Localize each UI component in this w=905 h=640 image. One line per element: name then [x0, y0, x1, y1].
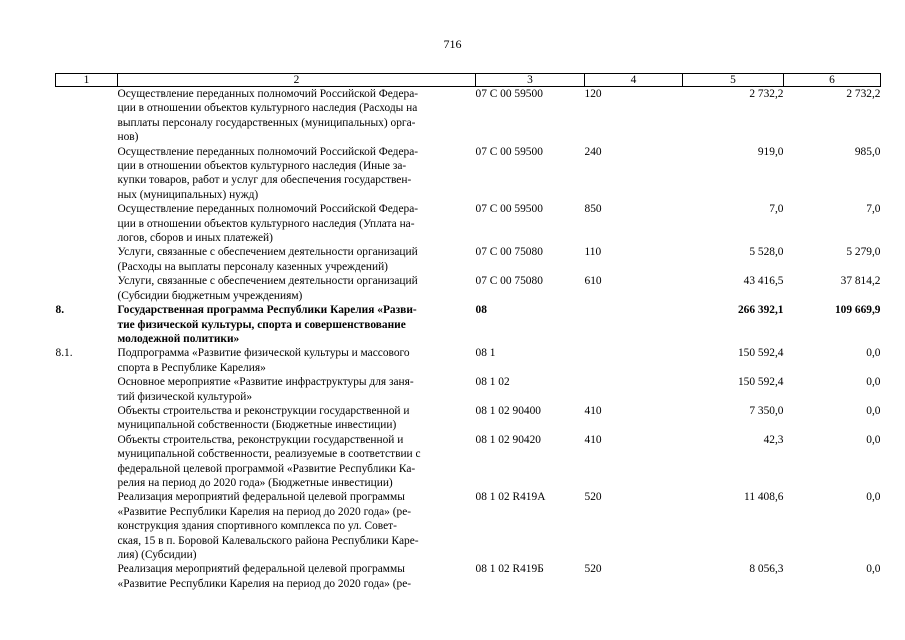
row-expense-kind: 520 — [584, 491, 602, 504]
row-name-line: муниципальной собственности (Бюджетные инвестиции) — [117, 419, 397, 432]
row-expense-kind: 410 — [584, 404, 602, 417]
row-expense-kind: 110 — [584, 246, 602, 259]
row-name-line: тие физической культуры, спорта и совершенствование — [117, 318, 406, 331]
row-code: 07 С 00 75080 — [475, 275, 543, 288]
table-row — [56, 87, 881, 145]
row-name-line: ции в отношении объектов культурного наследия (Расходы на — [117, 102, 418, 115]
row-amount-second: 7,0 — [866, 203, 881, 216]
row-amount-first: 8 056,3 — [749, 563, 784, 576]
row-amount-second: 0,0 — [866, 491, 881, 504]
row-code: 07 С 00 59500 — [475, 145, 543, 158]
row-name-line: спорта в Республике Карелия» — [117, 361, 266, 374]
table-row — [56, 202, 881, 245]
row-name-line: выплаты персоналу государственных (муниципальных) орга- — [117, 116, 416, 129]
row-name-line: (Расходы на выплаты персоналу казенных учреждений) — [117, 260, 388, 273]
table-row — [56, 274, 881, 303]
row-code: 08 1 02 90400 — [475, 404, 541, 417]
column-header-2: 2 — [118, 74, 476, 87]
row-name — [118, 245, 476, 274]
row-expense-kind: 240 — [584, 145, 602, 158]
row-number — [56, 274, 118, 303]
table-row — [56, 433, 881, 491]
row-amount-first: 919,0 — [757, 145, 784, 158]
row-name — [118, 433, 476, 491]
row-number — [56, 245, 118, 274]
row-name — [118, 87, 476, 145]
row-number: 8.1. — [55, 347, 73, 360]
row-name-line: Основное мероприятие «Развитие инфраструктуры для заня- — [117, 376, 414, 389]
row-amount-second: 0,0 — [866, 347, 881, 360]
budget-table — [55, 73, 881, 591]
row-name — [118, 375, 476, 404]
row-number — [56, 404, 118, 433]
row-name-line: лия) (Субсидии) — [117, 549, 197, 561]
column-header-3: 3 — [476, 74, 585, 87]
table-body — [56, 87, 881, 592]
row-number — [56, 433, 118, 491]
row-amount-first: 266 392,1 — [737, 304, 784, 317]
row-amount-second: 5 279,0 — [846, 246, 881, 259]
row-amount-first: 7,0 — [769, 203, 784, 216]
row-name — [118, 303, 476, 346]
row-name-line: тий физической культурой» — [117, 390, 253, 403]
row-amount-first: 2 732,2 — [749, 88, 784, 100]
row-number — [56, 202, 118, 245]
row-name-line: Осуществление переданных полномочий Российской Федера- — [117, 88, 419, 100]
column-header-4: 4 — [585, 74, 683, 87]
row-expense-kind: 850 — [584, 203, 602, 216]
row-name-line: ных (муниципальных) нужд) — [117, 188, 259, 201]
table-row — [56, 404, 881, 433]
row-name-line: релия на период до 2020 года» (Бюджетные инвестиции) — [117, 476, 393, 489]
row-amount-first: 5 528,0 — [749, 246, 784, 259]
table-row — [56, 562, 881, 591]
row-code: 08 — [475, 304, 487, 317]
column-number-row — [56, 74, 881, 87]
row-name-line: Объекты строительства, реконструкции государственной и — [117, 433, 404, 446]
table-row — [56, 303, 881, 346]
column-header-6: 6 — [784, 74, 881, 87]
row-name-line: Услуги, связанные с обеспечением деятельности организаций — [117, 246, 418, 259]
row-name-line: Подпрограмма «Развитие физической культуры и массового — [117, 347, 410, 360]
row-code: 08 1 02 — [475, 376, 510, 389]
row-expense-kind: 520 — [584, 563, 602, 576]
row-name — [118, 202, 476, 245]
table-row — [56, 346, 881, 375]
row-name-line: «Развитие Республики Карелия на период до 2020 года» (ре- — [117, 577, 412, 590]
row-name — [118, 404, 476, 433]
row-number — [56, 375, 118, 404]
row-amount-first: 43 416,5 — [743, 275, 784, 288]
column-header-5: 5 — [683, 74, 784, 87]
table-row — [56, 375, 881, 404]
table-row — [56, 245, 881, 274]
row-amount-first: 150 592,4 — [737, 376, 784, 389]
row-name-line: ская, 15 в п. Боровой Калевальского района Республики Каре- — [117, 534, 419, 547]
row-expense-kind — [585, 375, 683, 404]
row-expense-kind — [585, 346, 683, 375]
row-code: 07 С 00 59500 — [475, 203, 543, 216]
row-amount-second: 0,0 — [866, 433, 881, 446]
row-name — [118, 346, 476, 375]
row-number — [56, 145, 118, 203]
table-row — [56, 145, 881, 203]
column-header-1: 1 — [56, 74, 118, 87]
row-amount-first: 42,3 — [763, 433, 784, 446]
row-amount-second: 109 669,9 — [834, 304, 881, 317]
row-amount-first: 7 350,0 — [749, 404, 784, 417]
row-name-line: федеральной целевой программой «Развитие Республики Ка- — [117, 462, 416, 475]
row-amount-second: 37 814,2 — [840, 275, 881, 288]
row-name-line: ции в отношении объектов культурного наследия (Уплата на- — [117, 217, 415, 230]
row-name-line: муниципальной собственности, реализуемые в соответствии с — [117, 448, 421, 461]
row-code: 08 1 02 R419Б — [475, 563, 544, 576]
row-name-line: Реализация мероприятий федеральной целевой программы — [117, 563, 405, 576]
row-code: 07 С 00 59500 — [475, 88, 543, 100]
page-number: 716 — [443, 37, 462, 51]
row-name — [118, 562, 476, 591]
row-amount-first: 11 408,6 — [744, 491, 784, 504]
row-name-line: логов, сборов и иных платежей) — [117, 232, 273, 245]
row-amount-second: 0,0 — [866, 404, 881, 417]
row-name-line: конструкция здания спортивного комплекса по ул. Совет- — [117, 520, 397, 533]
row-name-line: «Развитие Республики Карелия на период до 2020 года» (ре- — [117, 505, 412, 518]
row-name-line: Объекты строительства и реконструкции государственной и — [117, 404, 410, 417]
row-amount-second: 985,0 — [854, 145, 881, 158]
row-code: 07 С 00 75080 — [475, 246, 543, 259]
row-name-line: нов) — [117, 131, 139, 144]
row-name-line: Реализация мероприятий федеральной целевой программы — [117, 491, 405, 504]
row-amount-second: 0,0 — [866, 563, 881, 576]
table-row — [56, 490, 881, 562]
row-name — [118, 145, 476, 203]
row-code: 08 1 — [475, 347, 496, 360]
row-expense-kind: 410 — [584, 433, 602, 446]
row-code: 08 1 02 90420 — [475, 433, 541, 446]
row-name-line: (Субсидии бюджетным учреждениям) — [117, 289, 303, 302]
row-code: 08 1 02 R419А — [475, 491, 546, 504]
row-amount-first: 150 592,4 — [737, 347, 784, 360]
row-name-line: Государственная программа Республики Карелия «Разви- — [117, 304, 417, 317]
row-name-line: Услуги, связанные с обеспечением деятельности организаций — [117, 275, 418, 288]
row-name-line: молодежной политики» — [117, 332, 240, 345]
row-number — [56, 87, 118, 145]
row-name-line: Осуществление переданных полномочий Российской Федера- — [117, 203, 419, 216]
row-name-line: купки товаров, работ и услуг для обеспечения государствен- — [117, 174, 412, 187]
row-expense-kind — [585, 303, 683, 346]
row-number — [56, 562, 118, 591]
row-number — [56, 490, 118, 562]
row-name — [118, 274, 476, 303]
row-number: 8. — [55, 304, 65, 317]
row-expense-kind: 120 — [584, 88, 602, 100]
row-amount-second: 2 732,2 — [846, 88, 881, 100]
row-name-line: ции в отношении объектов культурного наследия (Иные за- — [117, 160, 407, 173]
row-name — [118, 490, 476, 562]
row-name-line: Осуществление переданных полномочий Российской Федера- — [117, 145, 419, 158]
row-expense-kind: 610 — [584, 275, 602, 288]
row-amount-second: 0,0 — [866, 376, 881, 389]
